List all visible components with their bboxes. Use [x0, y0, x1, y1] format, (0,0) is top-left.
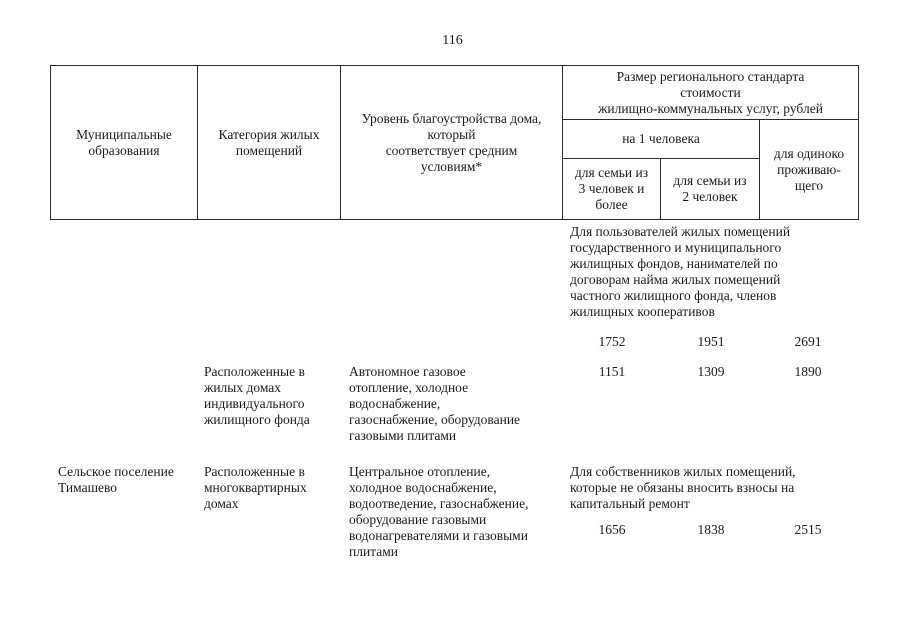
header-category: Категория жилых помещений [218, 126, 320, 158]
table-right-border [858, 65, 859, 220]
header-comfort-level: Уровень благоустройства дома, который соответствует средним условиям* [361, 110, 542, 174]
row-category: Расположенные в многоквартирных домах [204, 464, 307, 511]
header-single: для одиноко проживаю- щего [773, 145, 845, 193]
row-comfort-level: Автономное газовое отопление, холодное водоснабжение, газоснабжение, оборудование газовыми плитами [349, 364, 521, 443]
value-single: 2515 [794, 522, 822, 537]
value-family-2: 1838 [697, 522, 725, 537]
value-single: 2691 [794, 334, 822, 349]
value-family-3: 1151 [598, 364, 626, 379]
value-family-3: 1656 [598, 522, 626, 537]
header-municipality: Муниципальные образования [76, 126, 172, 158]
row-comfort-level: Центральное отопление, холодное водоснабжение, водоотведение, газоснабжение, оборудование газовыми водонагревателями и газовыми плитами [349, 464, 529, 559]
value-family-2: 1309 [697, 364, 725, 379]
row-category: Расположенные в жилых домах индивидуального жилищного фонда [204, 364, 310, 427]
header-family-3: для семьи из 3 человек и более [574, 165, 649, 212]
header-per-person: на 1 человека [622, 131, 700, 146]
row-municipality: Сельское поселение Тимашево [58, 464, 174, 495]
table-bottom-border [50, 219, 859, 220]
value-family-2: 1951 [697, 334, 725, 349]
header-family-2: для семьи из 2 человек [673, 173, 747, 204]
row-note: Для собственников жилых помещений, которые не обязаны вносить взносы на капитальный ремонт [570, 464, 796, 511]
value-single: 1890 [794, 364, 822, 379]
header-regional-standard: Размер регионального стандарта стоимости жилищно-коммунальных услуг, рублей [598, 68, 823, 116]
page-number: 116 [442, 33, 463, 48]
value-family-3: 1752 [598, 334, 626, 349]
row-note: Для пользователей жилых помещений государственного и муниципального жилищных фондов, нанимателей по договорам найма жилых помещений частного жилищного фонда, членов жилищных кооперативов [570, 224, 791, 319]
